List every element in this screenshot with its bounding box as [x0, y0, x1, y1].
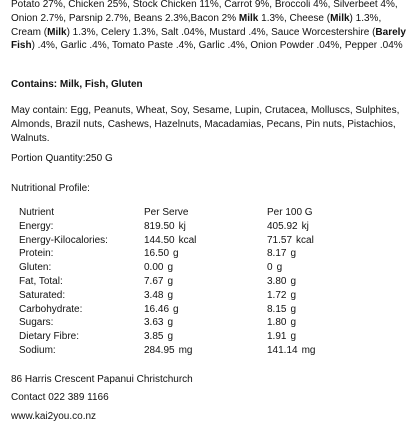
- per-100g-cell: [267, 220, 409, 234]
- per-serve-cell: [144, 220, 267, 234]
- nutrition-header-row: [19, 206, 409, 220]
- ingredients-text: [11, 0, 410, 53]
- per-serve-cell: [144, 289, 267, 303]
- per-100g-unit: g: [290, 248, 297, 260]
- website-link[interactable]: www.kai2you.co.nz: [11, 411, 97, 422]
- ingredient-text: 1.3%, Cheese (: [258, 12, 331, 24]
- allergen-highlight: Milk: [238, 12, 259, 24]
- ingredient-text: Potato 27%, Chicken 25%, Stock Chicken 11%, Carrot 9%, Broccoli 4%, Silverbeet 4%, Onion 2.7%, Parsnip 2.7%, Beans 2.3%,Bacon 2%: [11, 0, 398, 24]
- per-100g-value: 1.80: [267, 317, 287, 329]
- per-serve-unit: g: [173, 248, 179, 260]
- per-100g-cell: [267, 344, 409, 358]
- nutrient-name: Protein:: [19, 248, 54, 260]
- per-serve-cell: [144, 275, 267, 289]
- per-serve-unit: g: [167, 317, 174, 329]
- allergen-contains: Contains: Milk, Fish, Gluten: [11, 79, 143, 90]
- may-contain-text: May contain: Egg, Peanuts, Wheat, Soy, Sesame, Lupin, Crutacea, Molluscs, Sulphites, Almonds, Brazil nuts, Cashews, Hazelnuts, Macadamias, Pecans, Pin nuts, Pistachios, Walnuts.: [11, 105, 400, 144]
- address: 86 Harris Crescent Papanui Christchurch: [11, 374, 193, 385]
- nutrient-name: Energy-Kilocalories:: [19, 234, 108, 246]
- nutrition-row: [19, 247, 409, 261]
- per-100g-unit: mg: [301, 344, 316, 356]
- nutrition-row: [19, 289, 409, 303]
- nutrient-name: Energy:: [19, 220, 54, 232]
- per-100g-cell: [267, 261, 409, 275]
- per-100g-value: 3.80: [267, 275, 287, 287]
- per-100g-value: 1.91: [267, 331, 287, 343]
- per-serve-unit: g: [167, 262, 174, 274]
- nutrient-name: Carbohydrate:: [19, 303, 83, 315]
- per-serve-unit: mg: [178, 344, 193, 356]
- per-100g-unit: g: [290, 331, 297, 343]
- per-serve-unit: kcal: [178, 234, 197, 246]
- per-serve-value: 3.63: [144, 317, 164, 329]
- per-serve-cell: [144, 247, 267, 261]
- per-serve-unit: g: [167, 289, 174, 301]
- header-per-serve: Per Serve: [144, 207, 189, 218]
- per-serve-value: 144.50: [144, 234, 175, 246]
- nutrient-name: Sugars:: [19, 317, 54, 329]
- per-serve-cell: [144, 303, 267, 317]
- ingredient-text: ) 1.3%, Cream (: [11, 12, 382, 38]
- per-100g-value: 0: [267, 262, 273, 274]
- nutrition-row: [19, 303, 409, 317]
- nutrition-row: [19, 275, 409, 289]
- per-100g-unit: g: [290, 289, 297, 301]
- nutrient-name: Gluten:: [19, 262, 52, 274]
- per-serve-value: 3.85: [144, 331, 164, 343]
- per-100g-unit: kj: [301, 220, 309, 232]
- per-serve-value: 284.95: [144, 344, 175, 356]
- ingredient-text: ) 1.3%, Celery 1.3%, Salt .04%, Mustard .4%, Sauce Worcestershire (: [66, 26, 376, 38]
- per-100g-cell: [267, 234, 409, 248]
- per-100g-cell: [267, 289, 409, 303]
- nutrient-name: Saturated:: [19, 289, 66, 301]
- per-serve-value: 819.50: [144, 220, 175, 232]
- nutritional-profile-heading: Nutritional Profile:: [11, 183, 90, 194]
- header-per-100g: Per 100 G: [267, 207, 313, 218]
- per-100g-cell: [267, 275, 409, 289]
- per-100g-value: 1.72: [267, 289, 287, 301]
- per-100g-cell: [267, 330, 409, 344]
- per-100g-value: 141.14: [267, 344, 298, 356]
- per-100g-cell: [267, 316, 409, 330]
- portion-quantity: Portion Quantity:250 G: [11, 153, 113, 164]
- nutrient-name: Sodium:: [19, 344, 56, 356]
- nutrition-row: [19, 234, 409, 248]
- nutrition-row: [19, 330, 409, 344]
- nutrient-name: Fat, Total:: [19, 275, 63, 287]
- ingredient-text: ) .4%, Garlic .4%, Tomato Paste .4%, Garlic .4%, Onion Powder .04%, Pepper .04%: [31, 40, 403, 52]
- per-serve-cell: [144, 234, 267, 248]
- header-nutrient: Nutrient: [19, 207, 55, 218]
- per-100g-value: 71.57: [267, 234, 293, 246]
- per-100g-cell: [267, 247, 409, 261]
- per-serve-value: 16.50: [144, 248, 170, 260]
- per-100g-cell: [267, 303, 409, 317]
- per-100g-unit: g: [290, 317, 297, 329]
- per-serve-unit: g: [167, 275, 174, 287]
- per-100g-unit: g: [290, 303, 297, 315]
- per-serve-cell: [144, 330, 267, 344]
- nutrient-name: Dietary Fibre:: [19, 331, 80, 343]
- per-100g-value: 8.17: [267, 248, 287, 260]
- per-serve-cell: [144, 261, 267, 275]
- per-serve-value: 7.67: [144, 275, 164, 287]
- per-serve-unit: g: [173, 303, 179, 315]
- nutrition-row: [19, 316, 409, 330]
- contact-phone: Contact 022 389 1166: [11, 392, 109, 403]
- per-serve-unit: kj: [178, 220, 186, 232]
- per-100g-unit: kcal: [296, 234, 314, 246]
- nutrition-row: [19, 261, 409, 275]
- per-100g-value: 8.15: [267, 303, 287, 315]
- allergen-highlight: Milk: [330, 12, 350, 24]
- nutrition-row: [19, 344, 409, 358]
- per-100g-unit: g: [276, 262, 283, 274]
- per-serve-value: 0.00: [144, 262, 164, 274]
- nutrition-row: [19, 220, 409, 234]
- per-serve-cell: [144, 316, 267, 330]
- per-serve-unit: g: [167, 331, 174, 343]
- per-100g-value: 405.92: [267, 220, 298, 232]
- per-serve-cell: [144, 344, 267, 358]
- allergen-highlight: Barely Fish: [11, 26, 406, 52]
- per-serve-value: 3.48: [144, 289, 164, 301]
- allergen-highlight: Milk: [47, 26, 67, 38]
- per-100g-unit: g: [290, 275, 297, 287]
- per-serve-value: 16.46: [144, 303, 170, 315]
- nutrition-table: [19, 206, 409, 358]
